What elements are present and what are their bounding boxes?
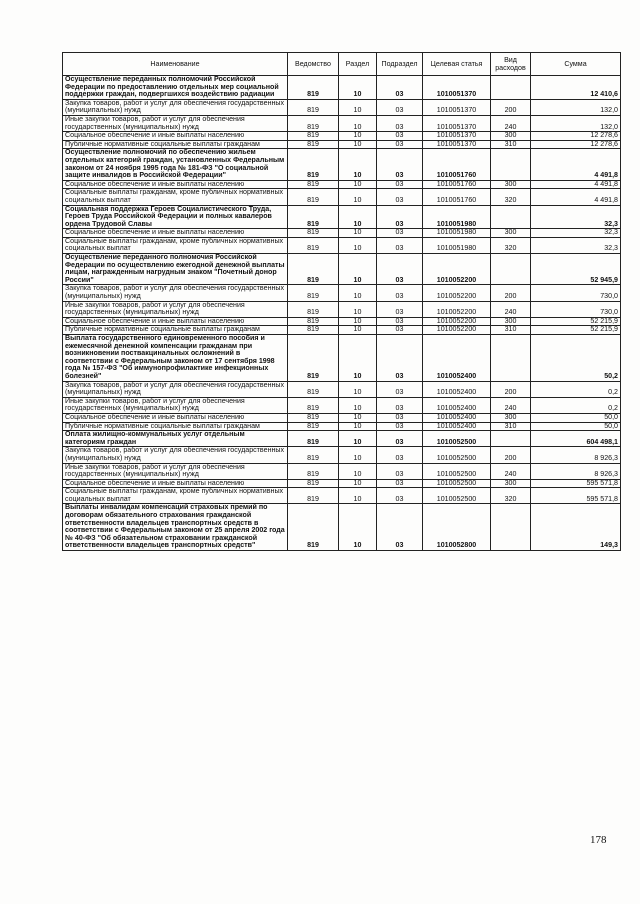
cell-ministry: 819 [288,99,339,115]
cell-section: 10 [339,132,377,141]
cell-ministry: 819 [288,488,339,504]
cell-expense-type [491,504,531,551]
table-row [63,115,621,131]
cell-name: Социальные выплаты гражданам, кроме публичных нормативных социальных выплат [63,488,288,504]
cell-amount: 32,3 [531,205,621,229]
cell-ministry: 819 [288,189,339,205]
cell-expense-type: 200 [491,447,531,463]
cell-name: Публичные нормативные социальные выплаты гражданам [63,422,288,431]
cell-name: Закупка товаров, работ и услуг для обеспечения государственных (муниципальных) нужд [63,285,288,301]
cell-subsection: 03 [377,115,423,131]
cell-section: 10 [339,140,377,149]
cell-ministry: 819 [288,149,339,180]
cell-expense-type: 300 [491,132,531,141]
cell-ministry: 819 [288,413,339,422]
table-header-row [63,53,621,76]
cell-section: 10 [339,431,377,447]
cell-expense-type: 300 [491,479,531,488]
cell-subsection: 03 [377,479,423,488]
cell-expense-type: 240 [491,115,531,131]
cell-expense-type: 200 [491,99,531,115]
cell-subsection: 03 [377,254,423,285]
cell-amount: 730,0 [531,301,621,317]
cell-ministry: 819 [288,301,339,317]
cell-subsection: 03 [377,335,423,382]
table-row [63,285,621,301]
cell-ministry: 819 [288,504,339,551]
cell-section: 10 [339,326,377,335]
cell-ministry: 819 [288,285,339,301]
cell-section: 10 [339,397,377,413]
cell-section: 10 [339,413,377,422]
cell-subsection: 03 [377,99,423,115]
cell-expense-type [491,149,531,180]
cell-name: Социальные выплаты гражданам, кроме публичных нормативных социальных выплат [63,189,288,205]
cell-expense-type: 240 [491,463,531,479]
cell-name: Выплаты инвалидам компенсаций страховых премий по договорам обязательного страхования гражданской ответственности владельцев транспортных средств в соответствии с Федеральным законом от 25 апреля 2002 года № 40-ФЗ "Об обязательном страховании гражданской ответственности владельцев транспортных средств" [63,504,288,551]
cell-ministry: 819 [288,254,339,285]
cell-target: 1010052400 [423,397,491,413]
cell-amount: 0,2 [531,381,621,397]
cell-ministry: 819 [288,335,339,382]
cell-section: 10 [339,205,377,229]
cell-subsection: 03 [377,381,423,397]
cell-name: Публичные нормативные социальные выплаты гражданам [63,140,288,149]
cell-subsection: 03 [377,285,423,301]
cell-subsection: 03 [377,397,423,413]
cell-subsection: 03 [377,140,423,149]
cell-target: 1010051760 [423,149,491,180]
cell-ministry: 819 [288,76,339,100]
cell-amount: 595 571,8 [531,488,621,504]
cell-amount: 50,2 [531,335,621,382]
cell-target: 1010051980 [423,229,491,238]
cell-amount: 50,0 [531,413,621,422]
cell-name: Социальные выплаты гражданам, кроме публичных нормативных социальных выплат [63,237,288,253]
cell-ministry: 819 [288,229,339,238]
cell-ministry: 819 [288,115,339,131]
cell-section: 10 [339,180,377,189]
cell-section: 10 [339,504,377,551]
cell-name: Иные закупки товаров, работ и услуг для обеспечения государственных (муниципальных) нужд [63,301,288,317]
cell-section: 10 [339,229,377,238]
cell-name: Закупка товаров, работ и услуг для обеспечения государственных (муниципальных) нужд [63,381,288,397]
cell-section: 10 [339,447,377,463]
cell-name: Закупка товаров, работ и услуг для обеспечения государственных (муниципальных) нужд [63,447,288,463]
cell-expense-type [491,335,531,382]
table-row [63,301,621,317]
cell-target: 1010051370 [423,140,491,149]
table-row [63,205,621,229]
cell-subsection: 03 [377,488,423,504]
cell-section: 10 [339,99,377,115]
cell-expense-type: 320 [491,237,531,253]
cell-section: 10 [339,488,377,504]
cell-target: 1010051370 [423,99,491,115]
cell-name: Социальное обеспечение и иные выплаты населению [63,132,288,141]
cell-expense-type: 320 [491,189,531,205]
header-ministry: Ведомство [288,53,339,76]
table-row [63,397,621,413]
cell-target: 1010052500 [423,463,491,479]
table-row [63,413,621,422]
cell-expense-type: 320 [491,488,531,504]
cell-target: 1010052500 [423,431,491,447]
cell-subsection: 03 [377,301,423,317]
cell-expense-type: 200 [491,381,531,397]
cell-target: 1010051760 [423,189,491,205]
cell-subsection: 03 [377,431,423,447]
cell-amount: 595 571,8 [531,479,621,488]
cell-ministry: 819 [288,205,339,229]
table-row [63,149,621,180]
header-subsection: Подраздел [377,53,423,76]
cell-name: Иные закупки товаров, работ и услуг для обеспечения государственных (муниципальных) нужд [63,397,288,413]
cell-target: 1010052200 [423,254,491,285]
cell-expense-type: 310 [491,422,531,431]
cell-amount: 12 278,6 [531,132,621,141]
cell-ministry: 819 [288,317,339,326]
cell-subsection: 03 [377,189,423,205]
cell-subsection: 03 [377,326,423,335]
cell-section: 10 [339,149,377,180]
header-section: Раздел [339,53,377,76]
cell-expense-type: 300 [491,180,531,189]
header-expense-type: Вид расходов [491,53,531,76]
cell-section: 10 [339,463,377,479]
cell-target: 1010051370 [423,132,491,141]
header-target: Целевая статья [423,53,491,76]
cell-amount: 52 215,9 [531,326,621,335]
cell-name: Выплата государственного единовременного пособия и ежемесячной денежной компенсации гражданам при возникновении поствакцинальных осложнений в соответствии с Федеральным законом от 17 сентября 1998 года № 157-ФЗ "Об иммунопрофилактике инфекционных болезней" [63,335,288,382]
cell-subsection: 03 [377,422,423,431]
cell-amount: 8 926,3 [531,463,621,479]
cell-amount: 32,3 [531,229,621,238]
cell-target: 1010052200 [423,326,491,335]
cell-name: Социальное обеспечение и иные выплаты населению [63,229,288,238]
cell-ministry: 819 [288,447,339,463]
cell-amount: 32,3 [531,237,621,253]
cell-expense-type: 310 [491,140,531,149]
cell-expense-type: 240 [491,301,531,317]
cell-ministry: 819 [288,397,339,413]
cell-ministry: 819 [288,431,339,447]
cell-name: Социальная поддержка Героев Социалистического Труда, Героев Труда Российской Федерации и полных кавалеров ордена Трудовой Славы [63,205,288,229]
table-row [63,504,621,551]
table-row [63,254,621,285]
cell-section: 10 [339,335,377,382]
cell-amount: 4 491,8 [531,189,621,205]
cell-amount: 4 491,8 [531,149,621,180]
cell-target: 1010051760 [423,180,491,189]
cell-name: Оплата жилищно-коммунальных услуг отдельным категориям граждан [63,431,288,447]
cell-subsection: 03 [377,413,423,422]
table-row [63,463,621,479]
table-row [63,447,621,463]
cell-target: 1010052400 [423,422,491,431]
cell-expense-type: 300 [491,317,531,326]
cell-expense-type [491,431,531,447]
cell-amount: 52 945,9 [531,254,621,285]
table-row [63,237,621,253]
cell-name: Публичные нормативные социальные выплаты гражданам [63,326,288,335]
cell-ministry: 819 [288,326,339,335]
budget-table [62,52,621,551]
cell-section: 10 [339,479,377,488]
page-number: 178 [590,834,607,846]
cell-section: 10 [339,317,377,326]
cell-target: 1010051370 [423,76,491,100]
cell-section: 10 [339,76,377,100]
cell-target: 1010051980 [423,205,491,229]
cell-name: Иные закупки товаров, работ и услуг для обеспечения государственных (муниципальных) нужд [63,115,288,131]
cell-expense-type [491,205,531,229]
cell-target: 1010052500 [423,479,491,488]
cell-ministry: 819 [288,479,339,488]
cell-amount: 4 491,8 [531,180,621,189]
cell-name: Осуществление переданных полномочий Российской Федерации по предоставлению отдельных мер социальной поддержки граждан, подвергшихся воздействию радиации [63,76,288,100]
cell-section: 10 [339,189,377,205]
cell-section: 10 [339,254,377,285]
cell-ministry: 819 [288,422,339,431]
cell-target: 1010052500 [423,488,491,504]
cell-expense-type: 300 [491,229,531,238]
cell-expense-type [491,76,531,100]
cell-name: Социальное обеспечение и иные выплаты населению [63,180,288,189]
cell-target: 1010052400 [423,381,491,397]
cell-ministry: 819 [288,180,339,189]
cell-ministry: 819 [288,132,339,141]
table-row [63,488,621,504]
cell-amount: 149,3 [531,504,621,551]
table-row [63,99,621,115]
header-name: Наименование [63,53,288,76]
cell-amount: 8 926,3 [531,447,621,463]
cell-ministry: 819 [288,381,339,397]
cell-expense-type [491,254,531,285]
cell-amount: 50,0 [531,422,621,431]
cell-subsection: 03 [377,504,423,551]
cell-target: 1010052400 [423,335,491,382]
table-row [63,335,621,382]
cell-subsection: 03 [377,180,423,189]
cell-subsection: 03 [377,463,423,479]
cell-name: Социальное обеспечение и иные выплаты населению [63,317,288,326]
cell-target: 1010051980 [423,237,491,253]
cell-target: 1010052200 [423,301,491,317]
cell-section: 10 [339,285,377,301]
cell-ministry: 819 [288,237,339,253]
table-row [63,189,621,205]
cell-target: 1010052200 [423,317,491,326]
cell-target: 1010052400 [423,413,491,422]
cell-expense-type: 300 [491,413,531,422]
cell-section: 10 [339,115,377,131]
cell-ministry: 819 [288,140,339,149]
cell-target: 1010051370 [423,115,491,131]
cell-name: Осуществление полномочий по обеспечению жильем отдельных категорий граждан, установленных Федеральным законом от 24 ноября 1995 года № 181-ФЗ "О социальной защите инвалидов в Российской Федерации" [63,149,288,180]
cell-section: 10 [339,237,377,253]
cell-expense-type: 240 [491,397,531,413]
table-body [63,76,621,551]
cell-target: 1010052800 [423,504,491,551]
cell-name: Иные закупки товаров, работ и услуг для обеспечения государственных (муниципальных) нужд [63,463,288,479]
cell-amount: 132,0 [531,115,621,131]
cell-subsection: 03 [377,317,423,326]
cell-amount: 604 498,1 [531,431,621,447]
cell-subsection: 03 [377,132,423,141]
cell-subsection: 03 [377,229,423,238]
cell-ministry: 819 [288,463,339,479]
cell-amount: 0,2 [531,397,621,413]
cell-amount: 52 215,9 [531,317,621,326]
cell-target: 1010052500 [423,447,491,463]
cell-name: Социальное обеспечение и иные выплаты населению [63,413,288,422]
cell-name: Осуществление переданного полномочия Российской Федерации по осуществлению ежегодной денежной выплаты лицам, награжденным нагрудным знаком "Почетный донор России" [63,254,288,285]
cell-amount: 132,0 [531,99,621,115]
cell-subsection: 03 [377,237,423,253]
cell-subsection: 03 [377,76,423,100]
cell-section: 10 [339,301,377,317]
cell-amount: 730,0 [531,285,621,301]
cell-amount: 12 410,6 [531,76,621,100]
cell-name: Закупка товаров, работ и услуг для обеспечения государственных (муниципальных) нужд [63,99,288,115]
cell-subsection: 03 [377,447,423,463]
cell-subsection: 03 [377,149,423,180]
cell-target: 1010052200 [423,285,491,301]
cell-subsection: 03 [377,205,423,229]
cell-name: Социальное обеспечение и иные выплаты населению [63,479,288,488]
header-amount: Сумма [531,53,621,76]
cell-expense-type: 200 [491,285,531,301]
cell-amount: 12 278,6 [531,140,621,149]
table-row [63,431,621,447]
table-row [63,132,621,141]
table-row [63,76,621,100]
cell-section: 10 [339,381,377,397]
cell-expense-type: 310 [491,326,531,335]
cell-section: 10 [339,422,377,431]
table-row [63,381,621,397]
